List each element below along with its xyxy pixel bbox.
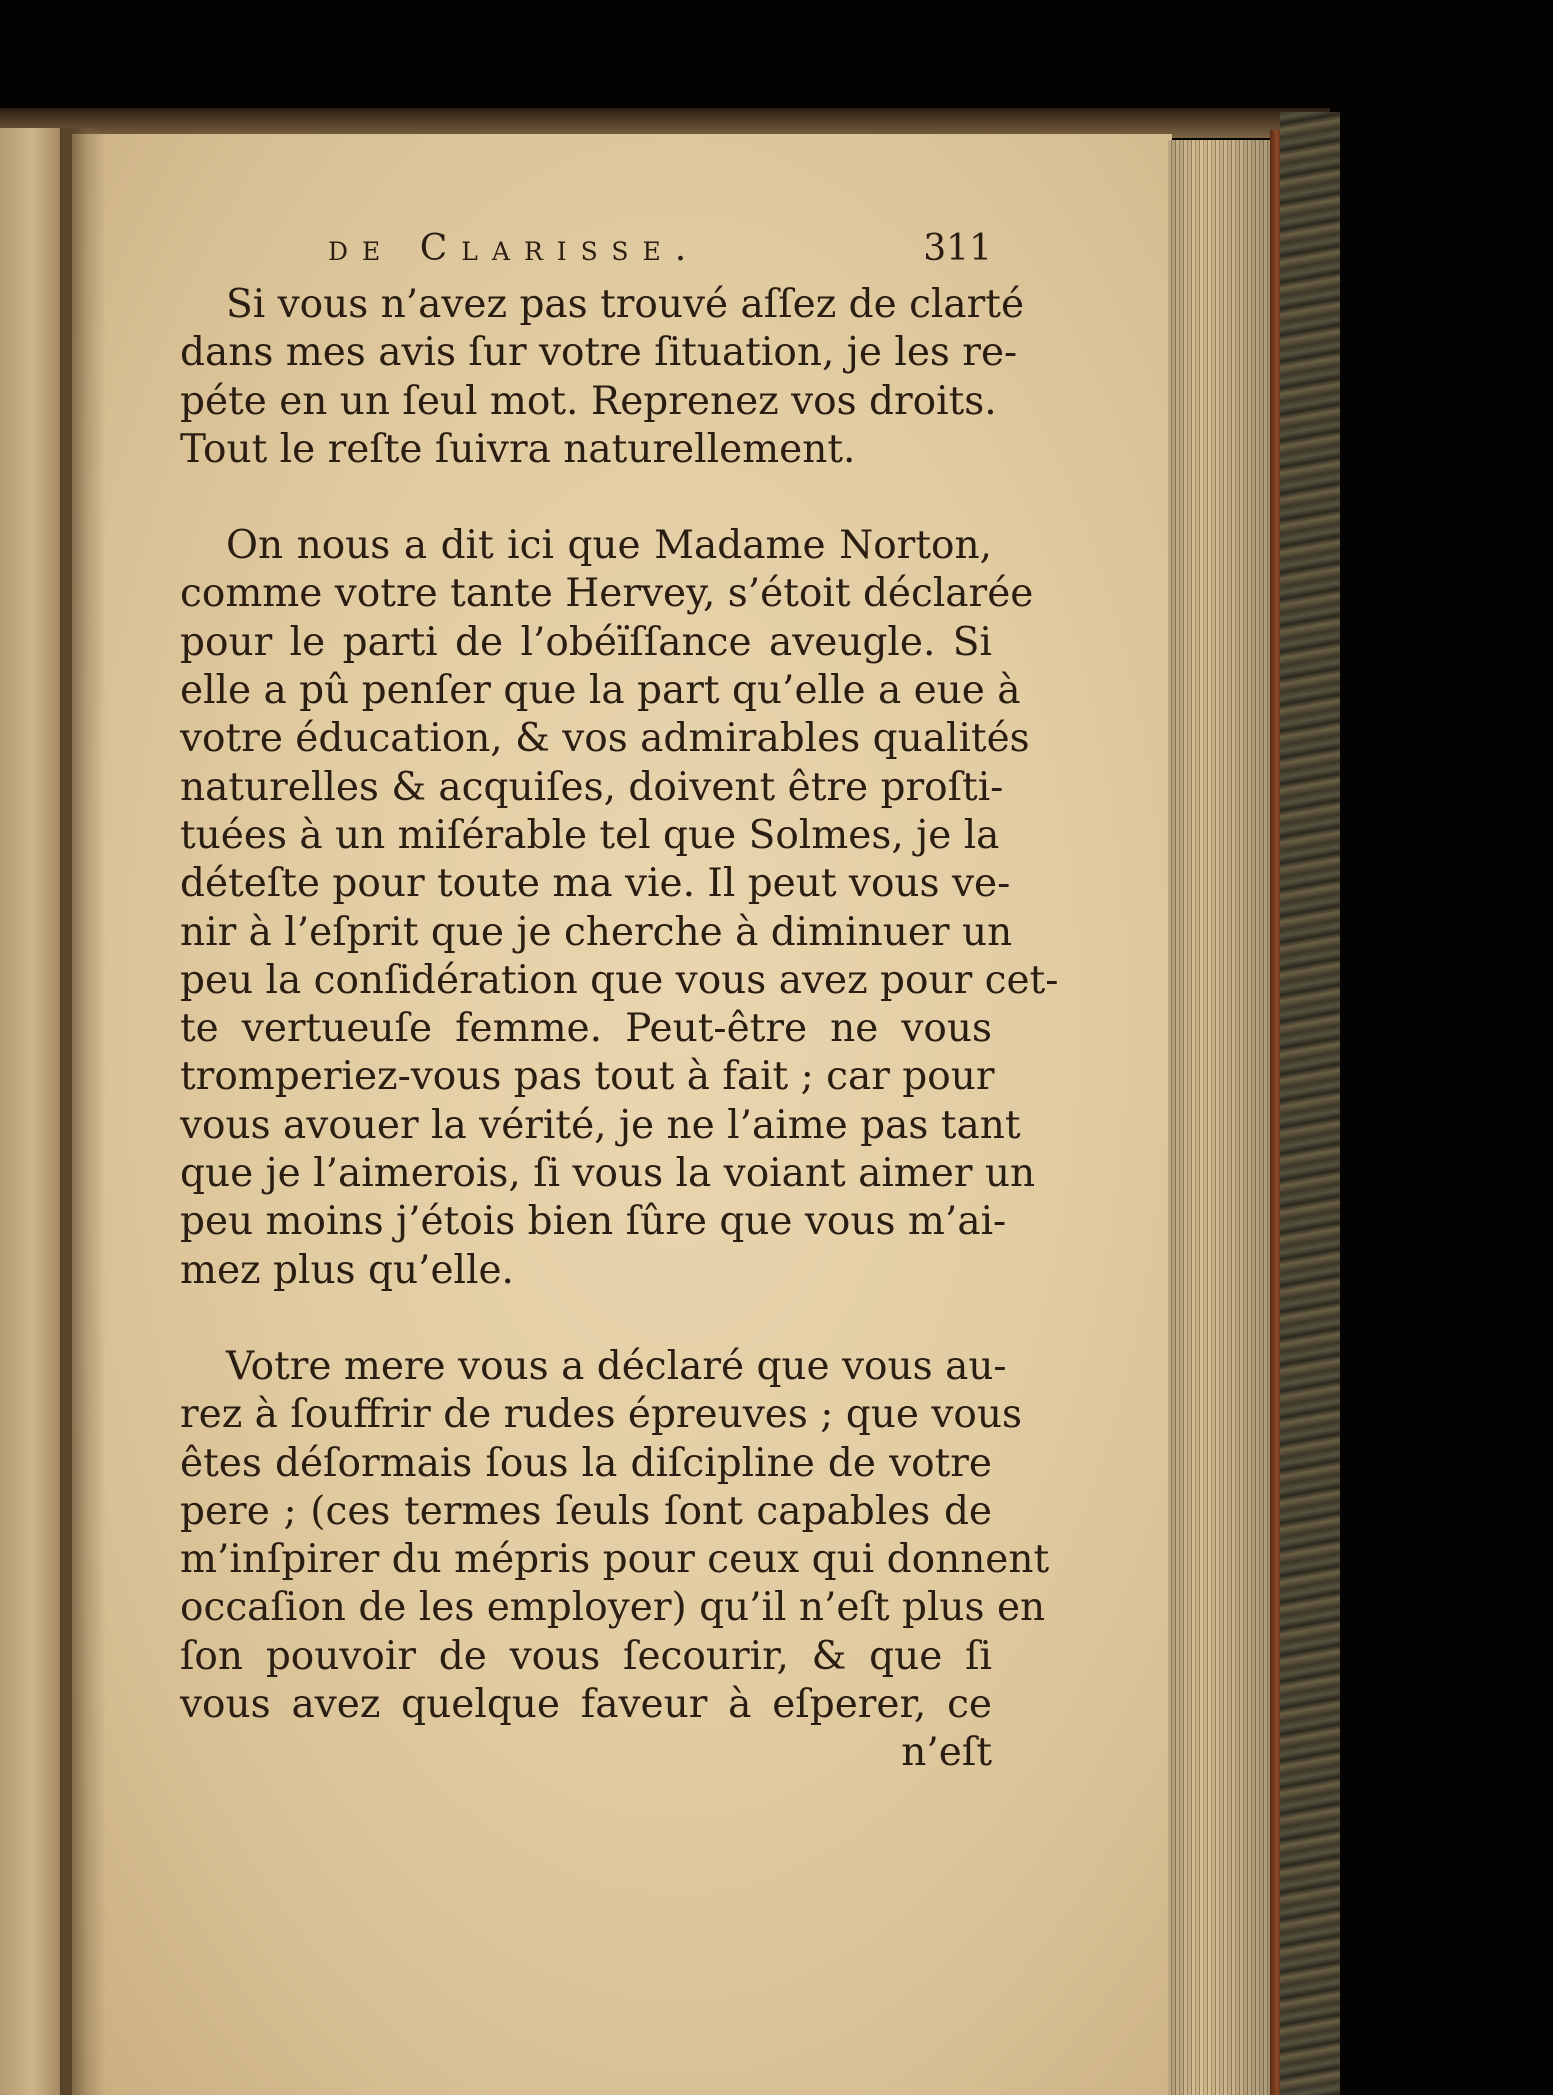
text-line: votre éducation, & vos admirables qualités [180, 716, 1030, 762]
text-line: nir à l’eſprit que je cherche à diminuer un [180, 909, 1013, 955]
text-line: peu la conſidération que vous avez pour cet- [180, 957, 1059, 1003]
paragraph-spacer [180, 1295, 992, 1343]
paragraph-3 [180, 1343, 1050, 1729]
paragraph-spacer [180, 474, 992, 522]
text-line: vous avez quelque faveur à eſperer, ce [180, 1682, 992, 1728]
text-line: Tout le reſte ſuivra naturellement. [180, 426, 856, 472]
marbled-cover [1280, 112, 1340, 2095]
text-line: occaſion de les employer) qu’il n’eſt plus en [180, 1585, 1046, 1631]
text-line: Votre mere vous a déclaré que vous au- [226, 1343, 1007, 1389]
catchword: n’eſt [901, 1730, 992, 1776]
text-line: dans mes avis ſur votre ſituation, je les re- [180, 330, 1018, 376]
page-edges-stack [1168, 140, 1286, 2095]
text-line: rez à ſouffrir de rudes épreuves ; que vous [180, 1392, 1023, 1438]
text-line: comme votre tante Hervey, s’étoit déclarée [180, 571, 1034, 617]
text-line: pere ; (ces termes ſeuls ſont capables de [180, 1488, 992, 1534]
text-line: peu moins j’étois bien ſûre que vous m’ai- [180, 1199, 1007, 1245]
text-line: que je l’aimerois, ſi vous la voiant aimer un [180, 1151, 1036, 1197]
running-head-title: de Clarisse. [328, 228, 701, 269]
page-number: 311 [923, 228, 992, 269]
text-line: te vertueuſe femme. Peut-être ne vous [180, 1006, 992, 1052]
text-line: pour le parti de l’obéïſſance aveugle. Si [180, 619, 992, 665]
paragraph-1 [180, 281, 1025, 474]
text-line: vous avouer la vérité, je ne l’aime pas tant [180, 1102, 1021, 1148]
page-gutter [60, 128, 106, 2095]
text-line: mez plus qu’elle. [180, 1247, 514, 1293]
page-text [180, 225, 1059, 1778]
text-line: Si vous n’avez pas trouvé aſſez de clarté [226, 282, 1025, 327]
text-line: êtes déſormais ſous la diſcipline de votre [180, 1440, 992, 1486]
text-line: On nous a dit ici que Madame Norton, [226, 523, 992, 569]
text-line: naturelles & acquiſes, doivent être proſti- [180, 764, 1004, 810]
running-head [180, 225, 992, 275]
text-line: déteſte pour toute ma vie. Il peut vous ve- [180, 861, 1011, 907]
text-line: tromperiez-vous pas tout à fait ; car pour [180, 1054, 995, 1100]
paragraph-2 [180, 522, 1059, 1295]
text-line: tuées à un miſérable tel que Solmes, je la [180, 812, 1000, 858]
text-line: ſon pouvoir de vous ſecourir, & que ſi [180, 1633, 992, 1679]
text-line: péte en un ſeul mot. Reprenez vos droits. [180, 378, 997, 424]
text-line: elle a pû penſer que la part qu’elle a eue à [180, 668, 1021, 714]
text-line: m’inſpirer du mépris pour ceux qui donnent [180, 1537, 1050, 1583]
